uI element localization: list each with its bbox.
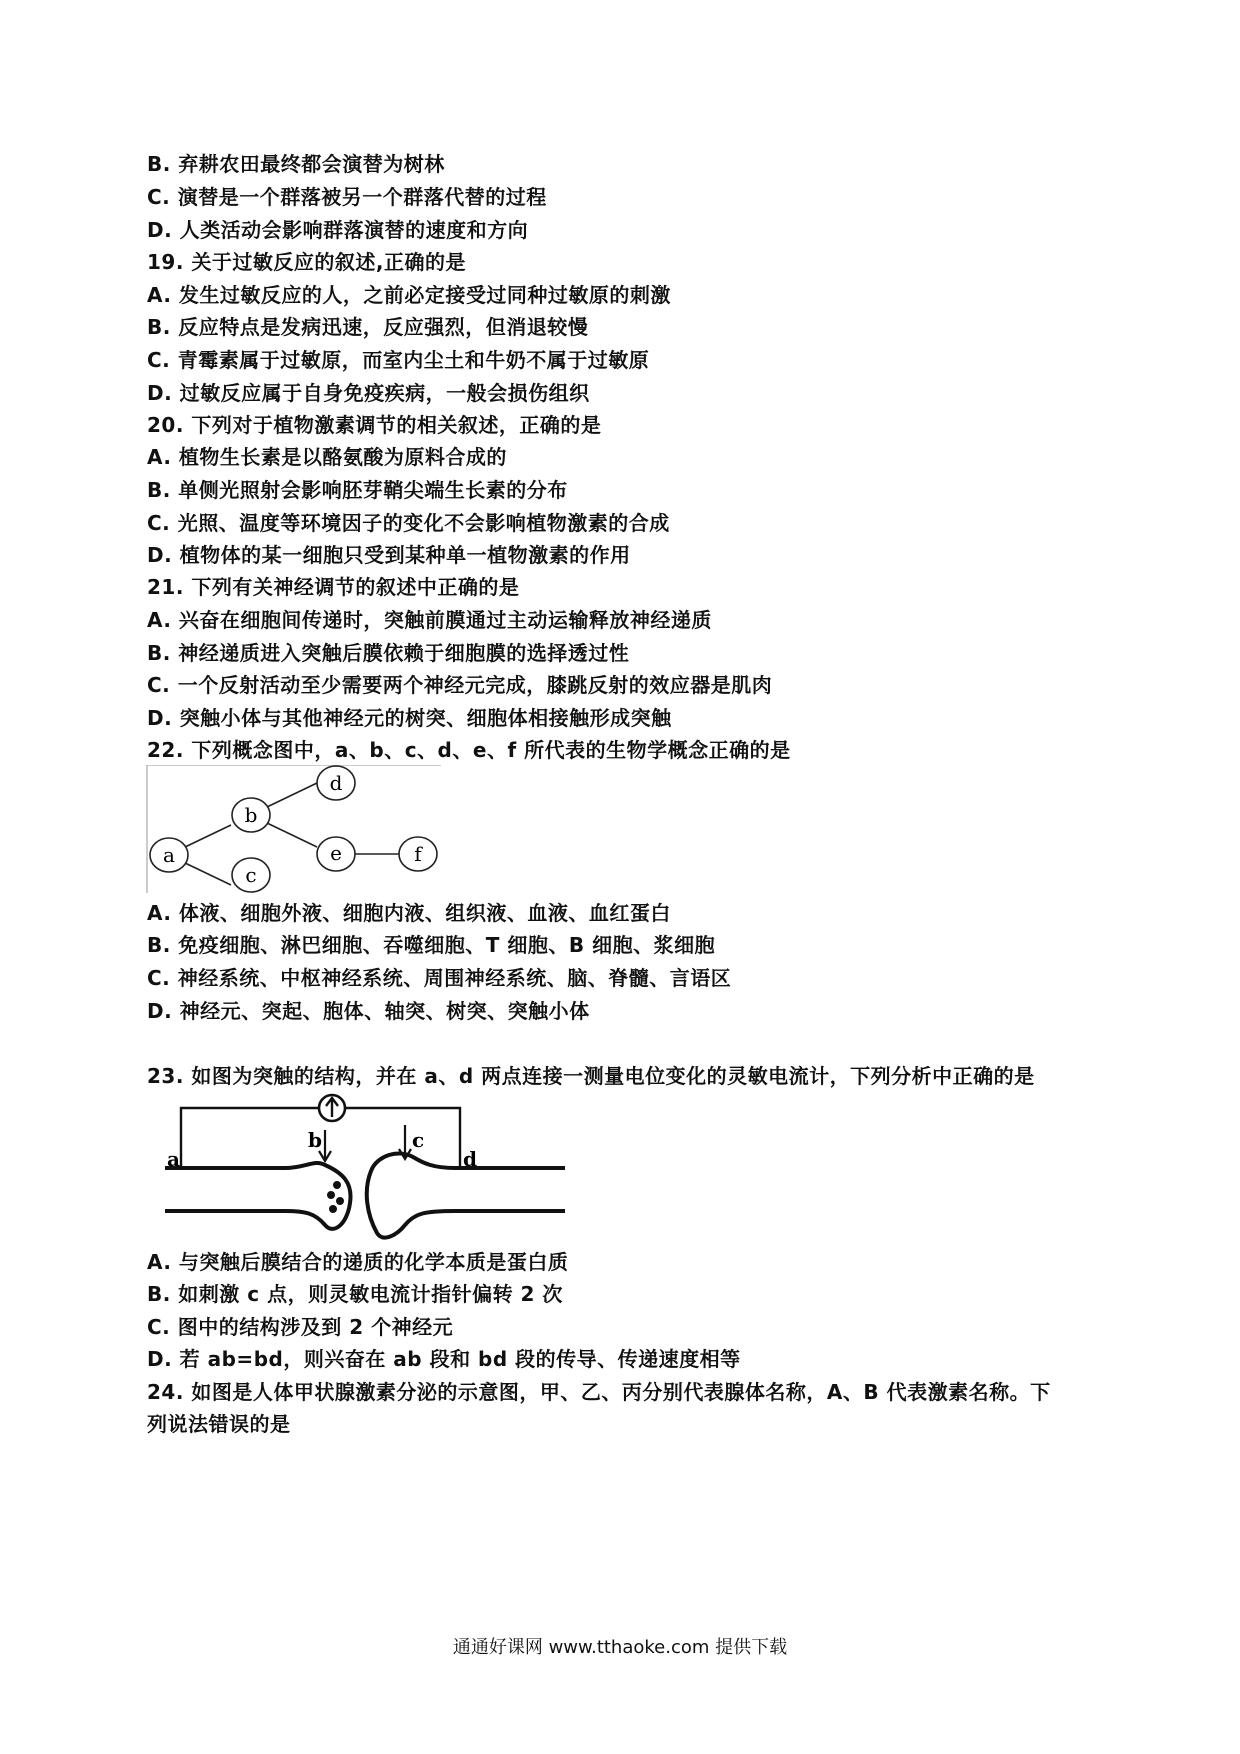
node-f: [399, 837, 437, 871]
q20-option-d: D. 植物体的某一细胞只受到某种单一植物激素的作用: [147, 543, 631, 567]
q18-option-b: B. 弃耕农田最终都会演替为树林: [147, 152, 445, 176]
q22-option-c: C. 神经系统、中枢神经系统、周围神经系统、脑、脊髓、言语区: [147, 966, 732, 990]
svg-text:d: d: [329, 771, 343, 795]
q19-stem: 19. 关于过敏反应的叙述,正确的是: [147, 250, 466, 274]
q20-option-a: A. 植物生长素是以酪氨酸为原料合成的: [147, 445, 507, 469]
presynaptic-neuron: [165, 1163, 351, 1229]
q19-option-c: C. 青霉素属于过敏原，而室内尘土和牛奶不属于过敏原: [147, 348, 650, 372]
q23-stem: 23. 如图为突触的结构，并在 a、d 两点连接一测量电位变化的灵敏电流计，下列分析中正确的是: [147, 1064, 1035, 1088]
synapse-diagram: [165, 1085, 565, 1245]
svg-text:e: e: [330, 841, 342, 865]
q24-stem-line1: 24. 如图是人体甲状腺激素分泌的示意图，甲、乙、丙分别代表腺体名称，A、B 代表激素名称。下: [147, 1380, 1051, 1404]
q19-option-b: B. 反应特点是发病迅速，反应强烈，但消退较慢: [147, 315, 589, 339]
q20-option-b: B. 单侧光照射会影响胚芽鞘尖端生长素的分布: [147, 478, 568, 502]
node-e: [317, 837, 355, 871]
svg-text:a: a: [163, 843, 175, 867]
q22-option-d: D. 神经元、突起、胞体、轴突、树突、突触小体: [147, 999, 590, 1023]
q21-option-c: C. 一个反射活动至少需要两个神经元完成，膝跳反射的效应器是肌肉: [147, 673, 773, 697]
node-b: [232, 798, 270, 832]
synaptic-vesicles: [327, 1181, 344, 1213]
node-a: [150, 838, 188, 872]
label-c: c: [412, 1128, 425, 1152]
svg-text:b: b: [244, 803, 258, 827]
q22-option-b: B. 免疫细胞、淋巴细胞、吞噬细胞、T 细胞、B 细胞、浆细胞: [147, 933, 716, 957]
node-d: [317, 766, 355, 800]
svg-text:c: c: [245, 863, 257, 887]
page-footer: 通通好课网 www.tthaoke.com 提供下载: [452, 1637, 788, 1658]
q19-option-d: D. 过敏反应属于自身免疫疾病，一般会损伤组织: [147, 381, 590, 405]
label-d: d: [463, 1147, 477, 1171]
q23-option-d: D. 若 ab=bd，则兴奋在 ab 段和 bd 段的传导、传递速度相等: [147, 1347, 741, 1371]
q21-option-b: B. 神经递质进入突触后膜依赖于细胞膜的选择透过性: [147, 641, 630, 665]
q22-stem: 22. 下列概念图中，a、b、c、d、e、f 所代表的生物学概念正确的是: [147, 738, 791, 762]
q21-option-d: D. 突触小体与其他神经元的树突、细胞体相接触形成突触: [147, 706, 672, 730]
q18-option-d: D. 人类活动会影响群落演替的速度和方向: [147, 218, 529, 242]
q20-option-c: C. 光照、温度等环境因子的变化不会影响植物激素的合成: [147, 511, 670, 535]
q23-option-c: C. 图中的结构涉及到 2 个神经元: [147, 1315, 454, 1339]
q21-option-a: A. 兴奋在细胞间传递时，突触前膜通过主动运输释放神经递质: [147, 608, 712, 632]
label-a: a: [167, 1147, 180, 1171]
edge-a-c: [183, 862, 231, 885]
q18-option-c: C. 演替是一个群落被另一个群落代替的过程: [147, 185, 547, 209]
q21-stem: 21. 下列有关神经调节的叙述中正确的是: [147, 575, 520, 599]
q23-option-b: B. 如刺激 c 点，则灵敏电流计指针偏转 2 次: [147, 1282, 563, 1306]
node-c: [232, 858, 270, 892]
label-b: b: [308, 1128, 322, 1152]
edge-a-b: [183, 825, 231, 848]
svg-text:f: f: [414, 842, 422, 866]
q20-stem: 20. 下列对于植物激素调节的相关叙述，正确的是: [147, 413, 602, 437]
edge-b-e: [267, 823, 317, 847]
q22-option-a: A. 体液、细胞外液、细胞内液、组织液、血液、血红蛋白: [147, 901, 671, 925]
concept-map-diagram: [145, 765, 445, 895]
q23-option-a: A. 与突触后膜结合的递质的化学本质是蛋白质: [147, 1250, 569, 1274]
q19-option-a: A. 发生过敏反应的人，之前必定接受过同种过敏原的刺激: [147, 283, 671, 307]
galvanometer-icon: [319, 1095, 345, 1121]
q24-stem-line2: 列说法错误的是: [147, 1412, 291, 1436]
edge-b-d: [267, 783, 317, 807]
